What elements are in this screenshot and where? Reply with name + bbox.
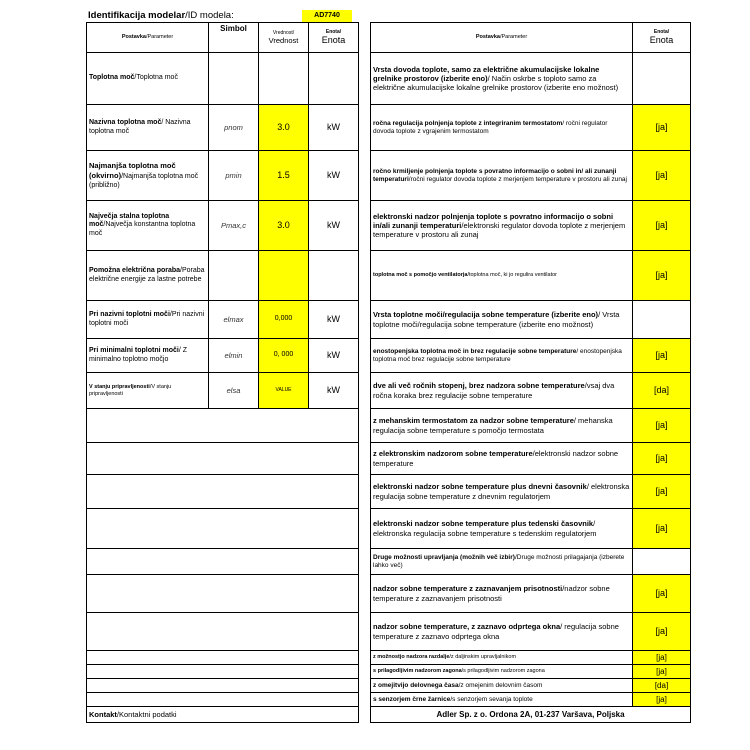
- right-param-unit: [633, 549, 691, 575]
- right-param-label: Vrsta dovoda toplote, samo za električne akumulacijske lokalne grelnike prostorov (izberite eno)/ Način oskrbe s toploto samo za električne akumulacijske lokalne grelnike prostorov (izberite eno možnost): [371, 53, 633, 105]
- column-gap: [359, 575, 371, 613]
- contact-label: Kontakt/Kontaktni podatki: [87, 707, 359, 723]
- right-param-unit: [ja]: [633, 575, 691, 613]
- empty-left-cell: [87, 665, 359, 679]
- ecodesign-table: [86, 22, 691, 723]
- empty-left-cell: [87, 475, 359, 509]
- param-value: 1.5: [259, 151, 309, 201]
- table-row: [87, 651, 691, 665]
- table-row: [87, 549, 691, 575]
- column-gap: [359, 549, 371, 575]
- param-unit: kW: [309, 301, 359, 339]
- right-param-label: Druge možnosti upravljanja (možnih več izbir)/Druge možnosti prilagajanja (izberete lahko več): [371, 549, 633, 575]
- empty-left-cell: [87, 651, 359, 665]
- column-gap: [359, 151, 371, 201]
- column-gap: [359, 373, 371, 409]
- table-row: [87, 409, 691, 443]
- table-row: [87, 339, 691, 373]
- param-value: [259, 251, 309, 301]
- empty-left-cell: [87, 693, 359, 707]
- table-row: [87, 105, 691, 151]
- column-gap: [359, 665, 371, 679]
- table-header-row: [87, 23, 691, 53]
- right-param-unit: [da]: [633, 373, 691, 409]
- param-value: 3.0: [259, 105, 309, 151]
- right-param-label: nadzor sobne temperature, z zaznavo odprtega okna/ regulacija sobne temperature z zaznavo odprtega okna: [371, 613, 633, 651]
- column-gap: [359, 693, 371, 707]
- right-param-label: dve ali več ročnih stopenj, brez nadzora sobne temperature/vsaj dva ročna koraka brez regulacije sobne temperature: [371, 373, 633, 409]
- right-param-unit: [ja]: [633, 693, 691, 707]
- column-gap: [359, 251, 371, 301]
- param-label: Največja stalna toplotna moč/Največja konstantna toplotna moč: [87, 201, 209, 251]
- table-row: [87, 53, 691, 105]
- param-value: 0,000: [259, 301, 309, 339]
- param-symbol: elmin: [209, 339, 259, 373]
- right-param-unit: [ja]: [633, 665, 691, 679]
- right-param-label: z mehanskim termostatom za nadzor sobne temperature/ mehanska regulacija sobne temperature s pomočjo termostata: [371, 409, 633, 443]
- table-row: [87, 443, 691, 475]
- column-gap: [359, 509, 371, 549]
- param-label: Nazivna toplotna moč/ Nazivna toplotna moč: [87, 105, 209, 151]
- param-symbol: [209, 53, 259, 105]
- model-id-value: AD7740: [302, 10, 352, 22]
- right-param-unit: [ja]: [633, 475, 691, 509]
- param-symbol: pmin: [209, 151, 259, 201]
- param-label: Pri minimalni toplotni moči/ Z minimalno toplotno močjo: [87, 339, 209, 373]
- param-label: Pomožna električna poraba/Poraba električne energije za lastne potrebe: [87, 251, 209, 301]
- column-gap: [359, 201, 371, 251]
- column-gap: [359, 613, 371, 651]
- column-gap: [359, 301, 371, 339]
- empty-left-cell: [87, 443, 359, 475]
- param-unit: kW: [309, 373, 359, 409]
- right-param-label: z elektronskim nadzorom sobne temperature/elektronski nadzor sobne temperature: [371, 443, 633, 475]
- param-label: V stanju pripravljenosti/V stanju pripravljenosti: [87, 373, 209, 409]
- contact-address: Adler Sp. z o. Ordona 2A, 01-237 Varšava, Poljska: [371, 707, 691, 723]
- right-param-label: ročna regulacija polnjenja toplote z integriranim termostatom/ ročni regulator dovoda toplote z vgrajenim termostatom: [371, 105, 633, 151]
- right-param-label: elektronski nadzor sobne temperature plus dnevni časovnik/ elektronska regulacija sobne temperature z dnevnim regulatorjem: [371, 475, 633, 509]
- empty-left-cell: [87, 613, 359, 651]
- col-header-right-unit: Enota/ Enota: [633, 23, 691, 53]
- col-header-value: Vrednost/ Vrednost: [259, 23, 309, 53]
- right-param-label: s prilagodljivim nadzorom zagona/s prilagodljivim nadzorom zagona: [371, 665, 633, 679]
- table-row: [87, 693, 691, 707]
- right-param-label: Vrsta toplotne moči/regulacija sobne temperature (izberite eno)/ Vrsta toplotne moči/regulacija sobne temperature (izberite eno možnost): [371, 301, 633, 339]
- right-param-unit: [ja]: [633, 251, 691, 301]
- param-unit: [309, 251, 359, 301]
- table-row: [87, 665, 691, 679]
- empty-left-cell: [87, 409, 359, 443]
- empty-left-cell: [87, 575, 359, 613]
- column-gap: [359, 475, 371, 509]
- table-row: [87, 613, 691, 651]
- right-param-unit: [ja]: [633, 409, 691, 443]
- param-symbol: pnom: [209, 105, 259, 151]
- table-row: [87, 373, 691, 409]
- table-row: [87, 475, 691, 509]
- column-gap: [359, 23, 371, 53]
- table-row: [87, 679, 691, 693]
- param-value: 0, 000: [259, 339, 309, 373]
- column-gap: [359, 443, 371, 475]
- param-symbol: Pmax,c: [209, 201, 259, 251]
- table-row: [87, 151, 691, 201]
- col-header-symbol: Simbol: [209, 23, 259, 53]
- param-symbol: elsa: [209, 373, 259, 409]
- param-value: VALUE: [259, 373, 309, 409]
- right-param-label: z omejitvijo delovnega časa/z omejenim delovnim časom: [371, 679, 633, 693]
- right-param-label: s senzorjem črne žarnice/s senzorjem sevanja toplote: [371, 693, 633, 707]
- table-row: [87, 575, 691, 613]
- column-gap: [359, 409, 371, 443]
- param-label: Pri nazivni toplotni moči/Pri nazivni toplotni moči: [87, 301, 209, 339]
- column-gap: [359, 707, 371, 723]
- empty-left-cell: [87, 549, 359, 575]
- table-row: [87, 201, 691, 251]
- right-param-unit: [633, 301, 691, 339]
- col-header-parameter: Postavka/Parameter: [87, 23, 209, 53]
- right-param-label: enostopenjska toplotna moč in brez regulacije sobne temperature/ enostopenjska toplotna moč brez regulacije sobne temperature: [371, 339, 633, 373]
- contact-row: [87, 707, 691, 723]
- param-label: Najmanjša toplotna moč (okvirno)/Najmanjša toplotna moč (približno): [87, 151, 209, 201]
- param-symbol: elmax: [209, 301, 259, 339]
- right-param-unit: [633, 53, 691, 105]
- column-gap: [359, 105, 371, 151]
- column-gap: [359, 339, 371, 373]
- right-param-label: ročno krmiljenje polnjenja toplote s povratno informacijo o sobni in/ ali zunanji temperaturi/ročni regulator dovoda toplote z merjenjem temperature v prostoru ali zunaj: [371, 151, 633, 201]
- param-label: Toplotna moč/Toplotna moč: [87, 53, 209, 105]
- right-param-unit: [ja]: [633, 509, 691, 549]
- table-row: [87, 301, 691, 339]
- param-unit: kW: [309, 151, 359, 201]
- table-row: [87, 509, 691, 549]
- col-header-right-parameter: Postavka/Parameter: [371, 23, 633, 53]
- column-gap: [359, 679, 371, 693]
- param-unit: kW: [309, 105, 359, 151]
- empty-left-cell: [87, 509, 359, 549]
- right-param-label: z možnostjo nadzora razdalje/z daljinskim upravljalnikom: [371, 651, 633, 665]
- right-param-unit: [ja]: [633, 201, 691, 251]
- right-param-label: toplotna moč s pomočjo ventilatorja/toplotna moč, ki jo regulira ventilator: [371, 251, 633, 301]
- right-param-unit: [ja]: [633, 105, 691, 151]
- right-param-unit: [ja]: [633, 651, 691, 665]
- model-id-label: Identifikacija modelar/ID modela:: [88, 10, 234, 21]
- column-gap: [359, 651, 371, 665]
- empty-left-cell: [87, 679, 359, 693]
- param-unit: kW: [309, 201, 359, 251]
- param-value: 3.0: [259, 201, 309, 251]
- right-param-unit: [ja]: [633, 151, 691, 201]
- right-param-unit: [da]: [633, 679, 691, 693]
- param-symbol: [209, 251, 259, 301]
- right-param-label: nadzor sobne temperature z zaznavanjem prisotnosti/nadzor sobne temperature z zaznavanjem prisotnosti: [371, 575, 633, 613]
- table-row: [87, 251, 691, 301]
- col-header-unit: Enota/ Enota: [309, 23, 359, 53]
- param-unit: kW: [309, 339, 359, 373]
- param-value: [259, 53, 309, 105]
- column-gap: [359, 53, 371, 105]
- right-param-unit: [ja]: [633, 613, 691, 651]
- param-unit: [309, 53, 359, 105]
- right-param-unit: [ja]: [633, 443, 691, 475]
- right-param-unit: [ja]: [633, 339, 691, 373]
- right-param-label: elektronski nadzor polnjenja toplote s povratno informacijo o sobni in/ali zunanji temperaturi/elektronski regulator dovoda toplote z merjenjem temperature v prostoru ali zunaj: [371, 201, 633, 251]
- right-param-label: elektronski nadzor sobne temperature plus tedenski časovnik/ elektronska regulacija sobne temperature s tedenskim regulatorjem: [371, 509, 633, 549]
